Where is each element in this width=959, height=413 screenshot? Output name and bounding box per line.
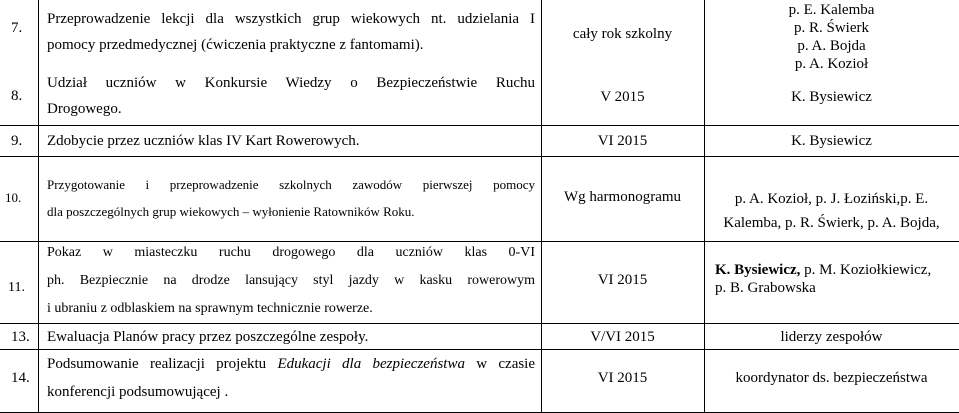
person-bold: K. Bysiewicz,	[715, 262, 801, 278]
task-text: Pokaz w miasteczku ruchu drogowego dla uczniów klas 0-VI	[47, 245, 535, 260]
person-text: p. A. Kozioł	[794, 56, 869, 72]
term-cell: V 2015	[600, 89, 645, 105]
row-number: 13.	[11, 329, 30, 345]
task-text: Przygotowanie i przeprowadzenie szkolnych zawodów pierwszej pomocy	[47, 177, 535, 192]
row-number: 9.	[11, 133, 23, 149]
row-divider	[0, 241, 959, 242]
term-cell: VI 2015	[597, 272, 648, 288]
task-text: Zdobycie przez uczniów klas IV Kart Rowerowych.	[47, 133, 360, 149]
task-text	[47, 356, 535, 373]
task-text: Drogowego.	[47, 101, 122, 117]
term-cell: V/VI 2015	[590, 329, 655, 345]
term-cell: cały rok szkolny	[572, 26, 673, 42]
person-text: p. R. Świerk	[794, 20, 869, 36]
row-number: 7.	[11, 20, 23, 36]
person-text: p. B. Grabowska	[715, 280, 816, 296]
person-text: K. Bysiewicz	[791, 133, 872, 149]
person-text: Kalemba, p. R. Świerk, p. A. Bojda,	[723, 215, 940, 231]
column-divider	[541, 0, 542, 413]
task-post: w czasie	[464, 356, 536, 372]
row-divider	[0, 125, 959, 126]
task-text: Ewaluacja Planów pracy przez poszczególne zespoły.	[47, 329, 369, 345]
task-text: Przeprowadzenie lekcji dla wszystkich grup wiekowych nt. udzielania I	[47, 11, 535, 27]
term-cell: Wg harmonogramu	[563, 189, 682, 205]
term-cell: VI 2015	[597, 133, 648, 149]
term-cell: VI 2015	[597, 370, 648, 386]
row-number: 10.	[5, 190, 22, 205]
task-text: konferencji podsumowującej .	[47, 384, 229, 400]
project-name: Edukacji dla bezpieczeństwa	[277, 356, 465, 372]
person-rest: p. M. Koziołkiewicz,	[800, 262, 932, 278]
task-text: ph. Bezpiecznie na drodze lansujący styl jazdy w kasku rowerowym	[47, 273, 535, 288]
row-divider	[0, 323, 959, 324]
row-number: 8.	[11, 88, 23, 104]
person-text: liderzy zespołów	[780, 329, 883, 345]
row-divider	[0, 349, 959, 350]
person-text: p. E. Kalemba	[788, 2, 875, 18]
task-pre: Podsumowanie realizacji projektu	[47, 356, 278, 372]
row-number: 11.	[8, 280, 25, 295]
row-number: 14.	[11, 370, 30, 386]
task-text: pomocy przedmedycznej (ćwiczenia praktyczne z fantomami).	[47, 37, 424, 53]
task-text: Udział uczniów w Konkursie Wiedzy o Bezpieczeństwie Ruchu	[47, 75, 535, 91]
person-text	[715, 262, 931, 279]
task-text: i ubraniu z odblaskiem na sprawnym technicznie rowerze.	[47, 301, 373, 316]
person-text: K. Bysiewicz	[791, 89, 872, 105]
person-text: p. A. Bojda	[797, 38, 866, 54]
row-divider	[0, 156, 959, 157]
person-text: p. A. Kozioł, p. J. Łoziński,p. E.	[734, 191, 929, 207]
column-divider	[38, 0, 39, 413]
person-text: koordynator ds. bezpieczeństwa	[735, 370, 928, 386]
task-text: dla poszczególnych grup wiekowych – wyłonienie Ratowników Roku.	[47, 204, 415, 219]
